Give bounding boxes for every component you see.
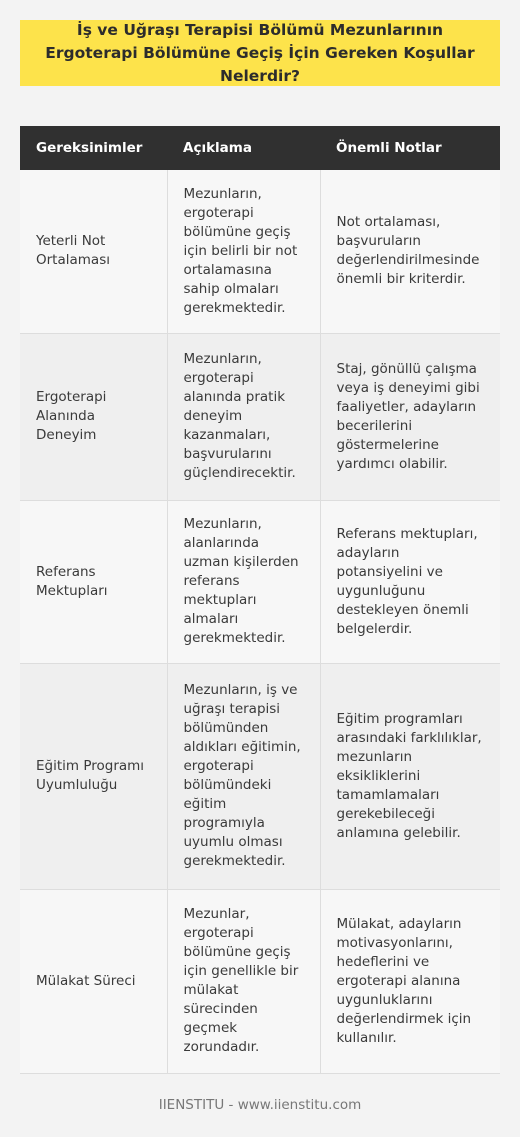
- cell-description: Mezunların, iş ve uğraşı terapisi bölümünden aldıkları eğitimin, ergoterapi bölümündeki eğitim programıyla uyumlu olması gerekmektedir.: [167, 663, 320, 889]
- page-title: İş ve Uğraşı Terapisi Bölümü Mezunlarının Ergoterapi Bölümüne Geçiş İçin Gereken Koşullar Nelerdir?: [45, 20, 475, 85]
- cell-description: Mezunların, ergoterapi bölümüne geçiş için belirli bir not ortalamasına sahip olmaları gerekmektedir.: [167, 170, 320, 333]
- table-header-row: [20, 126, 500, 170]
- cell-note: Referans mektupları, adayların potansiyelini ve uygunluğunu destekleyen önemli belgelerdir.: [320, 500, 500, 663]
- cell-requirement: Ergoterapi Alanında Deneyim: [20, 333, 167, 500]
- cell-note: Not ortalaması, başvuruların değerlendirilmesinde önemli bir kriterdir.: [320, 170, 500, 333]
- cell-description: Mezunların, ergoterapi alanında pratik deneyim kazanmaları, başvurularını güçlendirecektir.: [167, 333, 320, 500]
- title-banner: [20, 20, 500, 86]
- cell-description: Mezunların, alanlarında uzman kişilerden referans mektupları almaları gerekmektedir.: [167, 500, 320, 663]
- cell-requirement: Yeterli Not Ortalaması: [20, 170, 167, 333]
- table-row: [20, 170, 500, 333]
- cell-note: Eğitim programları arasındaki farklılıklar, mezunların eksikliklerini tamamlamaları gerekebileceği anlamına gelebilir.: [320, 663, 500, 889]
- requirements-table: [20, 126, 500, 1074]
- cell-description: Mezunlar, ergoterapi bölümüne geçiş için genellikle bir mülakat sürecinden geçmek zorundadır.: [167, 889, 320, 1073]
- table-row: [20, 333, 500, 500]
- table-row: [20, 889, 500, 1073]
- header-requirements: Gereksinimler: [20, 126, 167, 170]
- table-row: [20, 663, 500, 889]
- header-description: Açıklama: [167, 126, 320, 170]
- cell-note: Staj, gönüllü çalışma veya iş deneyimi gibi faaliyetler, adayların becerilerini göstermelerine yardımcı olabilir.: [320, 333, 500, 500]
- header-notes: Önemli Notlar: [320, 126, 500, 170]
- table-row: [20, 500, 500, 663]
- cell-requirement: Referans Mektupları: [20, 500, 167, 663]
- footer-credit: IIENSTITU - www.iienstitu.com: [158, 1097, 362, 1113]
- cell-requirement: Eğitim Programı Uyumluluğu: [20, 663, 167, 889]
- cell-note: Mülakat, adayların motivasyonlarını, hedeflerini ve ergoterapi alanına uygunluklarını değerlendirmek için kullanılır.: [320, 889, 500, 1073]
- cell-requirement: Mülakat Süreci: [20, 889, 167, 1073]
